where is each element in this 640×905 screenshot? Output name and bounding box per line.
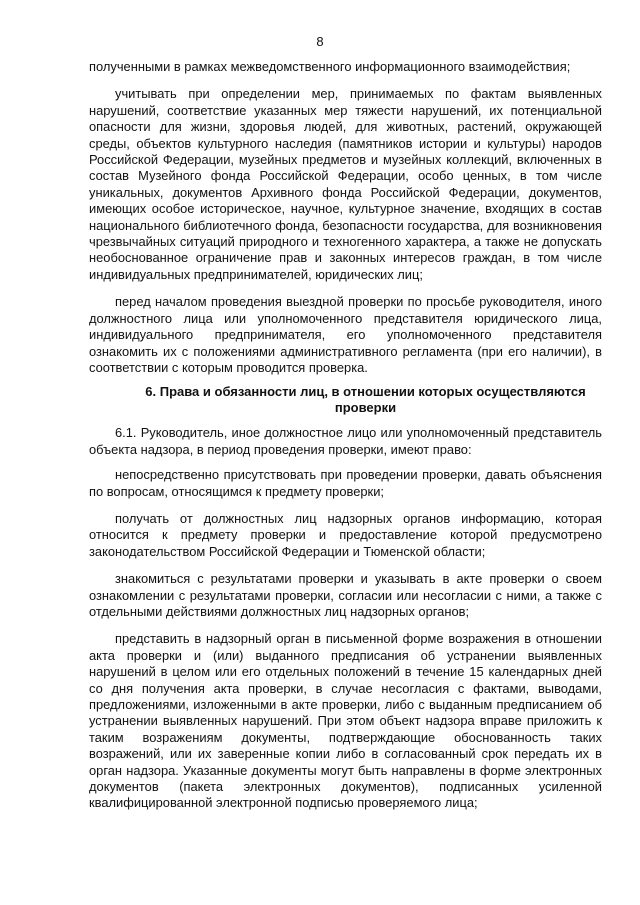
section-heading: 6. Права и обязанности лиц, в отношении которых осуществляются проверки [145, 384, 586, 416]
paragraph-continuation: полученными в рамках межведомственного информационного взаимодействия; [89, 59, 571, 74]
document-body [89, 59, 602, 823]
list-item-results: знакомиться с результатами проверки и указывать в акте проверки о своем ознакомлении с результатами проверки, согласии или несогласии с ними, а также с отдельными действиями должностных лиц надзорных органов; [89, 571, 602, 619]
list-item-attend: непосредственно присутствовать при проведении проверки, давать объяснения по вопросам, относящимся к предмету проверки; [89, 467, 602, 499]
clause-6-1: 6.1. Руководитель, иное должностное лицо или уполномоченный представитель объекта надзора, в период проведения проверки, имеют право: [89, 425, 602, 457]
list-item-information: получать от должностных лиц надзорных органов информацию, которая относится к предмету проверки и предоставление которой предусмотрено законодательством Российской Федерации и Тюменской области; [89, 510, 602, 559]
paragraph-measures: учитывать при определении мер, принимаемых по фактам выявленных нарушений, соответствие указанных мер тяжести нарушений, их потенциальной опасности для жизни, здоровья людей, для животных, растений, окружающей среды, объектов культурного наследия (памятников истории и культуры) народов Российской Федерации, музейных предметов и музейных коллекций, включенных в состав Музейного фонда Российской Федерации, особо ценных, в том числе уникальных, документов Архивного фонда Российской Федерации, документов, имеющих особое историческое, научное, культурное значение, входящих в состав национального библиотечного фонда, безопасности государства, для возникновения чрезвычайных ситуаций природного и техногенного характера, а также не допускать необоснованное ограничение прав и законных интересов граждан, в том числе индивидуальных предпринимателей, юридических лиц; [89, 86, 602, 282]
page-number: 8 [316, 34, 324, 49]
paragraph-regulation: перед началом проведения выездной проверки по просьбе руководителя, иного должностного лица или уполномоченного представителя юридического лица, индивидуального предпринимателя, его уполномоченного представителя ознакомить их с положениями административного регламента (при его наличии), в соответствии с которым проводится проверка. [89, 294, 602, 375]
list-item-objections: представить в надзорный орган в письменной форме возражения в отношении акта проверки и (или) выданного предписания об устранении выявленных нарушений в целом или его отдельных положений в течение 15 календарных дней со дня получения акта проверки, в случае несогласия с фактами, выводами, предложениями, изложенными в акте проверки, либо с выданным предписанием об устранении выявленных нарушений. При этом объект надзора вправе приложить к таким возражениям документы, подтверждающие обоснованность таких возражений, или их заверенные копии либо в согласованный срок передать их в орган надзора. Указанные документы могут быть направлены в форме электронных документов (пакета электронных документов), подписанных усиленной квалифицированной электронной подписью проверяемого лица; [89, 631, 602, 811]
